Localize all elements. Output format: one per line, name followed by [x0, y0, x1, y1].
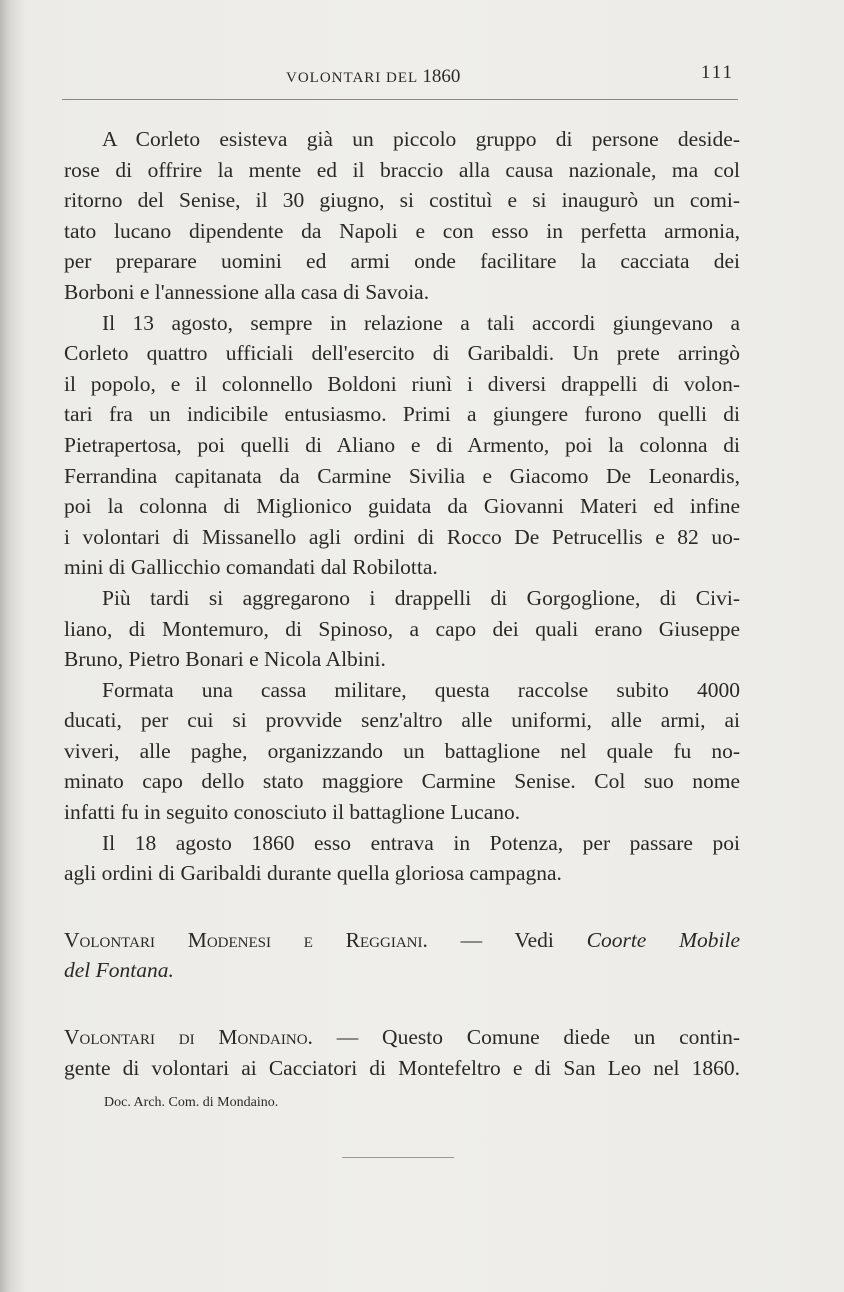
paragraph — [64, 828, 740, 889]
text-line: Bruno, Pietro Bonari e Nicola Albini. — [64, 647, 386, 672]
entry-reference: Coorte Mobile — [586, 927, 740, 952]
text-line: rose di offrire la mente ed il braccio alla causa nazionale, ma col — [64, 157, 740, 182]
paragraph — [64, 675, 740, 828]
running-title-year: 1860 — [422, 66, 461, 87]
text-line: poi la colonna di Miglionico guidata da Giovanni Materi ed infine — [64, 494, 740, 519]
text-line: viveri, alle paghe, organizzando un battaglione nel quale fu no- — [64, 738, 740, 763]
entry-line — [64, 925, 740, 956]
text-line: Il 13 agosto, sempre in relazione a tali accordi giungevano a — [102, 310, 740, 335]
text-line: tato lucano dipendente da Napoli e con esso in perfetta armonia, — [64, 218, 740, 243]
entry-text: — Questo Comune diede un contin- — [312, 1025, 740, 1050]
text-line: Ferrandina capitanata da Carmine Sivilia e Giacomo De Leonardis, — [64, 463, 740, 488]
body-text — [64, 124, 740, 1113]
text-line: ducati, per cui si provvide senz'altro alle uniformi, alle armi, ai — [64, 708, 740, 733]
running-title — [286, 66, 460, 88]
paragraph — [64, 583, 740, 675]
text-line: Il 18 agosto 1860 esso entrava in Potenza, per passare poi — [102, 830, 740, 855]
text-line: Corleto quattro ufficiali dell'esercito di Garibaldi. Un prete arringò — [64, 341, 740, 366]
entry-heading: Volontari Modenesi e Reggiani. — [64, 927, 428, 952]
entry-reference: del Fontana. — [64, 958, 174, 983]
text-line: Formata una cassa militare, questa raccolse subito 4000 — [102, 677, 740, 702]
source-citation: Doc. Arch. Com. di Mondaino. — [104, 1095, 279, 1111]
page-header — [60, 58, 740, 94]
text-line: Più tardi si aggregarono i drappelli di Gorgoglione, di Civi- — [102, 585, 740, 610]
entry-volontari-mondaino — [64, 1022, 740, 1113]
entry-heading: Volontari di Mondaino. — [64, 1025, 313, 1050]
text-line: A Corleto esisteva già un piccolo gruppo di persone deside- — [102, 127, 740, 151]
paragraph — [64, 124, 740, 308]
entry-volontari-modenesi — [64, 925, 740, 986]
text-line: agli ordini di Garibaldi durante quella gloriosa campagna. — [64, 861, 562, 886]
entry-text: — Vedi — [427, 927, 587, 952]
text-line: il popolo, e il colonnello Boldoni riunì i diversi drappelli di volon- — [64, 371, 740, 396]
text-line: tari fra un indicibile entusiasmo. Primi a giungere furono quelli di — [64, 402, 740, 427]
text-line: per preparare uomini ed armi onde facilitare la cacciata dei — [64, 249, 740, 274]
entry-line — [64, 955, 740, 986]
text-line: i volontari di Missanello agli ordini di Rocco De Petrucellis e 82 uo- — [64, 524, 740, 549]
text-line: minato capo dello stato maggiore Carmine Senise. Col suo nome — [64, 769, 740, 794]
paragraph — [64, 308, 740, 583]
text-line: Borboni e l'annessione alla casa di Savoia. — [64, 279, 430, 304]
text-line: Pietrapertosa, poi quelli di Aliano e di Armento, poi la colonna di — [64, 432, 740, 457]
text-line: liano, di Montemuro, di Spinoso, a capo dei quali erano Giuseppe — [64, 616, 740, 641]
text-line: mini di Gallicchio comandati dal Robilotta. — [64, 555, 438, 580]
end-rule — [342, 1157, 454, 1158]
text-line: infatti fu in seguito conosciuto il battaglione Lucano. — [64, 800, 521, 825]
text-line: ritorno del Senise, il 30 giugno, si costituì e si inaugurò un comi- — [64, 188, 740, 213]
running-title-text: VOLONTARI DEL — [286, 70, 418, 86]
entry-line — [64, 1022, 740, 1053]
entry-line: gente di volontari ai Cacciatori di Montefeltro e di San Leo nel 1860. — [64, 1055, 740, 1080]
page-number: 111 — [700, 62, 734, 83]
header-rule — [62, 99, 738, 100]
